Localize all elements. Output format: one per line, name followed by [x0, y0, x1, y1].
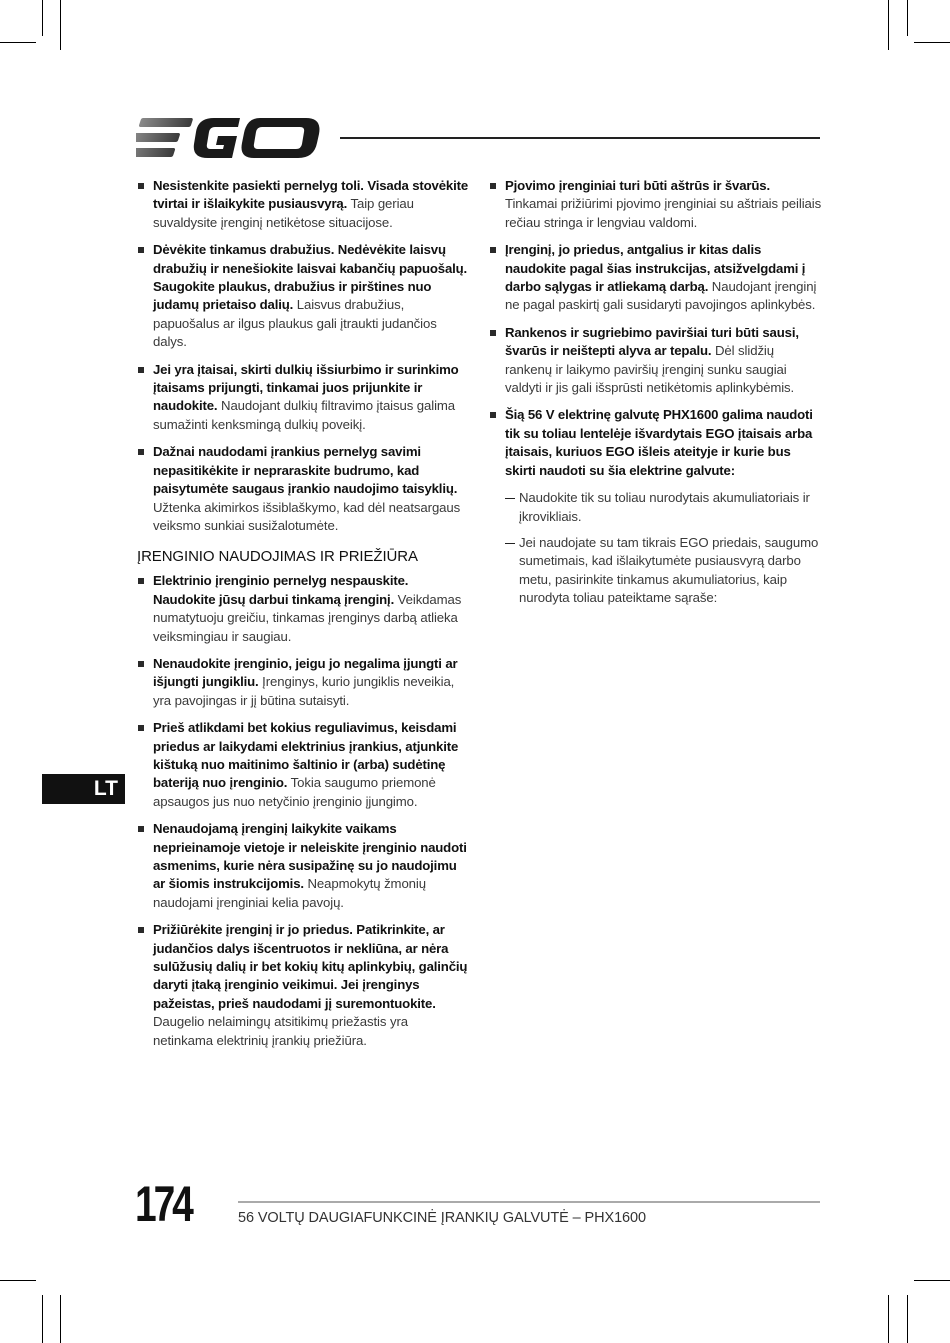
item-text: Naudojant dulkių filtravimo įtaisus galima sumažinti kenksmingą dulkių poveikį. [153, 398, 456, 432]
item-bold-text: Elektrinio įrenginio pernelyg nespauskite. Naudokite jūsų darbui tinkamą įrenginį. [153, 573, 409, 607]
language-tab: LT [42, 774, 125, 804]
crop-mark [907, 0, 908, 36]
crop-mark [0, 1280, 36, 1281]
item-bold-text: Įrenginį, jo priedus, antgalius ir kitas dalis naudokite pagal šias instrukcijas, atsižvelgdami į darbo sąlygas ir atliekamą darbą. [505, 242, 806, 295]
item-bold-text: Dėvėkite tinkamus drabužius. Nedėvėkite laisvų drabužių ir nenešiokite laisvai kabančių papuošalų. Saugokite plaukus, drabužius ir pirštines nuo judamų prietaiso dalių. [153, 242, 468, 313]
item-text: Tinkamai prižiūrimi pjovimo įrenginiai su aštriais peiliais rečiau stringa ir lengviau valdomi. [505, 196, 822, 230]
square-bullet-icon [138, 449, 144, 455]
sub-list-item [489, 534, 822, 608]
item-bold-text: Dažnai naudodami įrankius pernelyg savimi nepasitikėkite ir nepraraskite budrumo, kad paisytumėte saugaus įrankio naudojimo taisyklių. [153, 444, 458, 497]
list-item [137, 177, 470, 232]
item-bold-text: Nenaudokite įrenginio, jeigu jo negalima įjungti ar išjungti jungikliu. [153, 655, 458, 690]
crop-mark [888, 1295, 889, 1343]
crop-mark [60, 0, 61, 50]
footer-rule [238, 1201, 820, 1203]
square-bullet-icon [490, 247, 496, 253]
square-bullet-icon [138, 367, 144, 373]
sub-item-text: Jei naudojate su tam tikrais EGO priedais, saugumo sumetimais, kad išlaikytumėte pusiausvyrą darbo metu, pasirinkite tinkamus akumuliatorius, kaip nurodyta toliau pateiktame sąraše: [519, 534, 819, 606]
square-bullet-icon [138, 725, 144, 731]
square-bullet-icon [138, 183, 144, 189]
crop-mark [42, 0, 43, 36]
list-item [489, 177, 822, 232]
dash-icon [505, 498, 515, 499]
page-number: 174 [135, 1176, 191, 1232]
crop-mark [42, 1295, 43, 1343]
list-item [137, 241, 470, 351]
item-text: Veikdamas numatytuoju greičiu, tinkamas įrenginys darbą atlieka veiksmingiau ir saugiau. [153, 591, 462, 644]
list-item [137, 820, 470, 912]
square-bullet-icon [138, 578, 144, 584]
list-item [137, 655, 470, 710]
item-text: Laisvus drabužius, papuošalus ar ilgus plaukus gali įtraukti judančios dalys. [153, 297, 437, 350]
section-heading: ĮRENGINIO NAUDOJIMAS IR PRIEŽIŪRA [137, 548, 418, 566]
square-bullet-icon [490, 183, 496, 189]
item-text: Neapmokytų žmonių naudojami įrenginiai kelia pavojų. [153, 876, 426, 910]
item-bold-text: Nenaudojamą įrenginį laikykite vaikams neprieinamoje vietoje ir neleiskite įrenginio naudoti asmenims, kurie nėra susipažinę su jo naudojimu ar šiomis instrukcijomis. [153, 821, 467, 892]
header-rule [340, 137, 820, 139]
ego-logo [136, 116, 322, 160]
right-column [489, 177, 822, 616]
item-bold-text: Šią 56 V elektrinę galvutę PHX1600 galima naudoti tik su toliau lentelėje išvardytais EGO įtaisais arba įtaisais, kuriuos EGO išleis ateityje ir kurie bus skirti naudoti su šia elektrine galvute: [505, 407, 813, 478]
item-bold-text: Jei yra įtaisai, skirti dulkių išsiurbimo ir surinkimo įtaisams prijungti, tinkamai juos prijunkite ir naudokite. [153, 361, 459, 414]
list-item [489, 241, 822, 315]
list-item [137, 361, 470, 435]
square-bullet-icon [138, 826, 144, 832]
item-bold-text: Prižiūrėkite įrenginį ir jo priedus. Patikrinkite, ar judančios dalys išcentruotos ir nekliūna, ar nėra sulūžusių dalių ir bet kokių kitų aplinkybių, galinčių daryti įtaką įrenginio veikimui. Jei įrenginys pažeistas, prieš naudodami jį suremontuokite. [153, 922, 468, 1011]
footer-title: 56 VOLTŲ DAUGIAFUNKCINĖ ĮRANKIŲ GALVUTĖ – PHX1600 [238, 1210, 646, 1226]
sub-item-text: Naudokite tik su toliau nurodytais akumuliatoriais ir įkrovikliais. [519, 490, 810, 524]
crop-mark [888, 0, 889, 50]
item-bold-text: Nesistenkite pasiekti pernelyg toli. Visada stovėkite tvirtai ir išlaikykite pusiausvyrą. [153, 178, 469, 212]
square-bullet-icon [138, 661, 144, 667]
list-item [137, 719, 470, 811]
item-text: Naudojant įrenginį ne pagal paskirtį gali susidaryti pavojingos aplinkybės. [505, 279, 817, 313]
item-text: Daugelio nelaimingų atsitikimų priežastis yra netinkama elektrinių įrankių priežiūra. [153, 1014, 408, 1048]
crop-mark [60, 1295, 61, 1343]
item-text: Taip geriau suvaldysite įrenginį netikėtose situacijose. [153, 196, 414, 230]
square-bullet-icon [138, 927, 144, 933]
square-bullet-icon [490, 412, 496, 418]
list-item [137, 921, 470, 1050]
sub-list-item [489, 489, 822, 526]
crop-mark [907, 1295, 908, 1343]
list-item [137, 572, 470, 646]
item-text: Įrenginys, kurio jungiklis neveikia, yra pavojingas ir jį būtina sutaisyti. [153, 674, 455, 708]
crop-mark [0, 42, 36, 43]
item-text: Tokia saugumo priemonė apsaugos jus nuo netyčinio įrenginio įjungimo. [153, 775, 436, 809]
left-column [137, 177, 470, 1059]
square-bullet-icon [490, 330, 496, 336]
list-item [489, 406, 822, 480]
item-text: Dėl slidžių rankenų ir laikymo paviršių įrenginį sunku saugiai valdyti ir jis gali išsprūsti netikėtomis aplinkybėmis. [505, 343, 795, 396]
list-item [489, 324, 822, 398]
item-text: Užtenka akimirkos išsiblaškymo, kad dėl neatsargaus veiksmo sunkiai susižalotumėte. [153, 499, 461, 533]
crop-mark [914, 42, 950, 43]
crop-mark [914, 1280, 950, 1281]
square-bullet-icon [138, 247, 144, 253]
dash-icon [505, 543, 515, 544]
item-bold-text: Pjovimo įrenginiai turi būti aštrūs ir švarūs. [505, 178, 770, 193]
item-bold-text: Rankenos ir sugriebimo paviršiai turi būti sausi, švarūs ir neištepti alyva ar tepalu. [505, 324, 799, 359]
item-bold-text: Prieš atlikdami bet kokius reguliavimus, keisdami priedus ar laikydami elektrinius įrankius, atjunkite kištuką nuo maitinimo šaltinio ir (arba) sudėtinę bateriją nuo įrenginio. [153, 720, 459, 791]
list-item [137, 443, 470, 535]
